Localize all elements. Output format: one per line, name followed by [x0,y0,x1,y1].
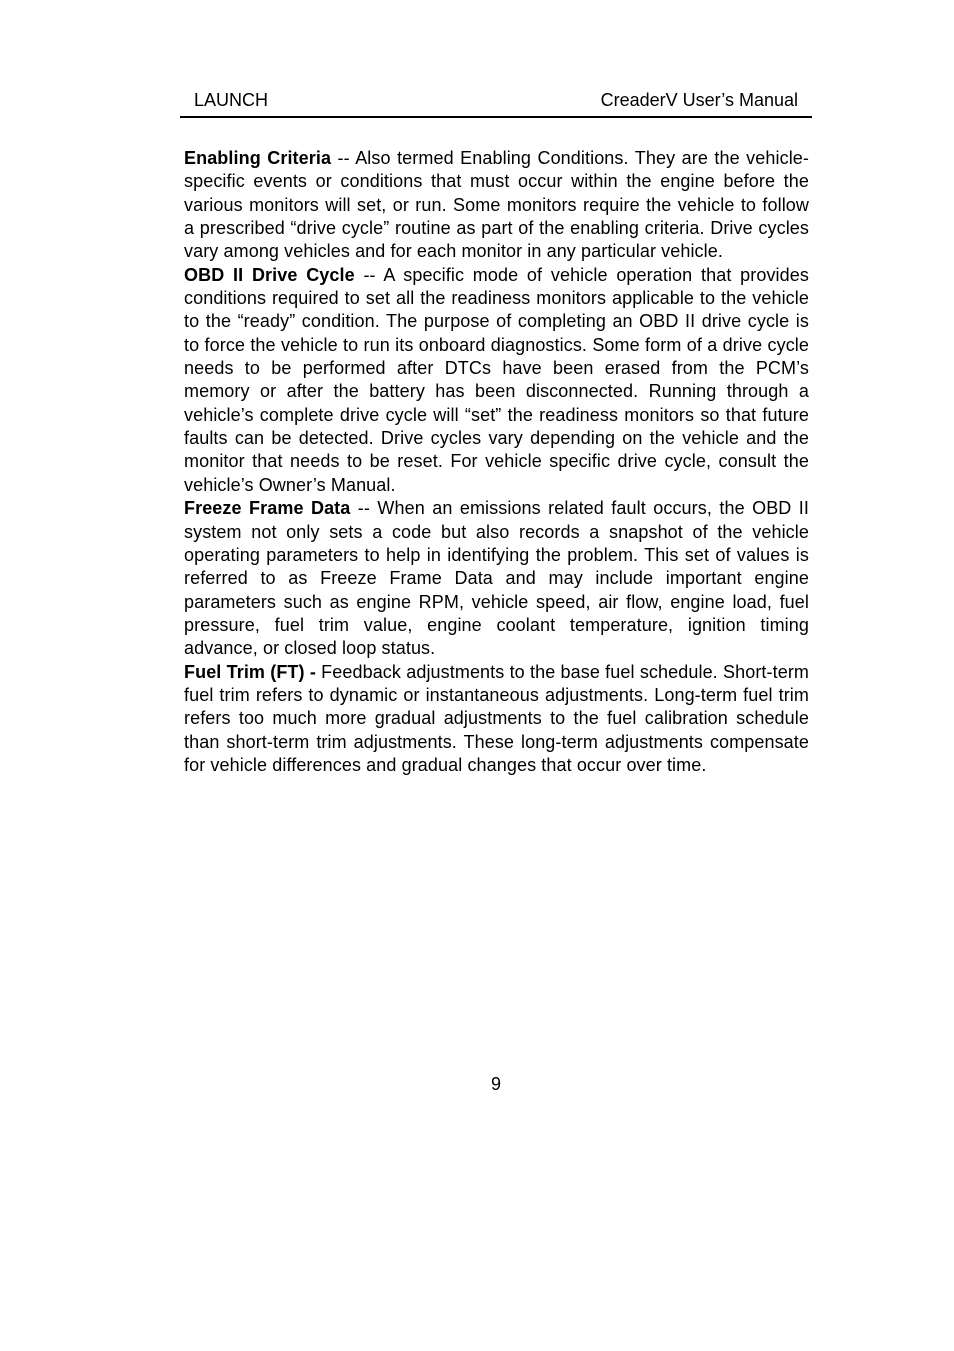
header-manual-title: CreaderV User’s Manual [600,90,798,110]
glossary-term: Fuel Trim (FT) - [184,661,316,682]
page-header [180,88,812,118]
header-brand: LAUNCH [194,90,269,110]
glossary-definition: A specific mode of vehicle operation that provides conditions required to set all the readiness monitors applicable to the vehicle to the “ready” condition. The purpose of completing an OBD II drive cycle is to force the vehicle to run its onboard diagnostics. Some form of a drive cycle needs to be performed after DTCs have been erased from the PCM’s memory or after the battery has been disconnected. Running through a vehicle’s complete drive cycle will “set” the readiness monitors so that future faults can be detected. Drive cycles vary depending on the vehicle and the monitor that needs to be reset. For vehicle specific drive cycle, consult the vehicle’s Owner’s Manual. [184,264,809,495]
glossary-term: Enabling Criteria [184,148,332,168]
glossary-term: OBD II Drive Cycle [184,264,355,285]
glossary-definition: When an emissions related fault occurs, the OBD II system not only sets a code but also records a snapshot of the vehicle operating parameters to help in identifying the problem. This set of values is referred to as Freeze Frame Data and may include important engine parameters such as engine RPM, vehicle speed, air flow, engine load, fuel pressure, fuel trim value, engine coolant temperature, ignition timing advance, or closed loop status. [184,498,809,659]
term-separator: -- [354,264,384,285]
glossary-entry-obd-drive-cycle [184,264,809,497]
term-separator: -- [331,148,356,168]
term-separator: -- [350,498,378,519]
glossary-definition: Feedback adjustments to the base fuel schedule. Short-term fuel trim refers to dynamic or instantaneous adjustments. Long-term fuel trim refers too much more gradual adjustments to the fuel calibration schedule than short-term trim adjustments. These long-term adjustments compensate for vehicle differences and gradual changes that occur over time. [184,661,810,775]
glossary-entry-enabling-criteria [184,147,809,264]
glossary-entry-freeze-frame-data [184,497,809,660]
glossary-content [184,147,809,777]
page-number: 9 [490,1074,501,1094]
glossary-term: Freeze Frame Data [184,498,351,519]
glossary-definition: Also termed Enabling Conditions. They are the vehicle-specific events or conditions that must occur within the engine before the various monitors will set, or run. Some monitors require the vehicle to follow a prescribed “drive cycle” routine as part of the enabling criteria. Drive cycles vary among vehicles and for each monitor in any particular vehicle. [184,148,809,262]
glossary-entry-fuel-trim [184,661,809,778]
